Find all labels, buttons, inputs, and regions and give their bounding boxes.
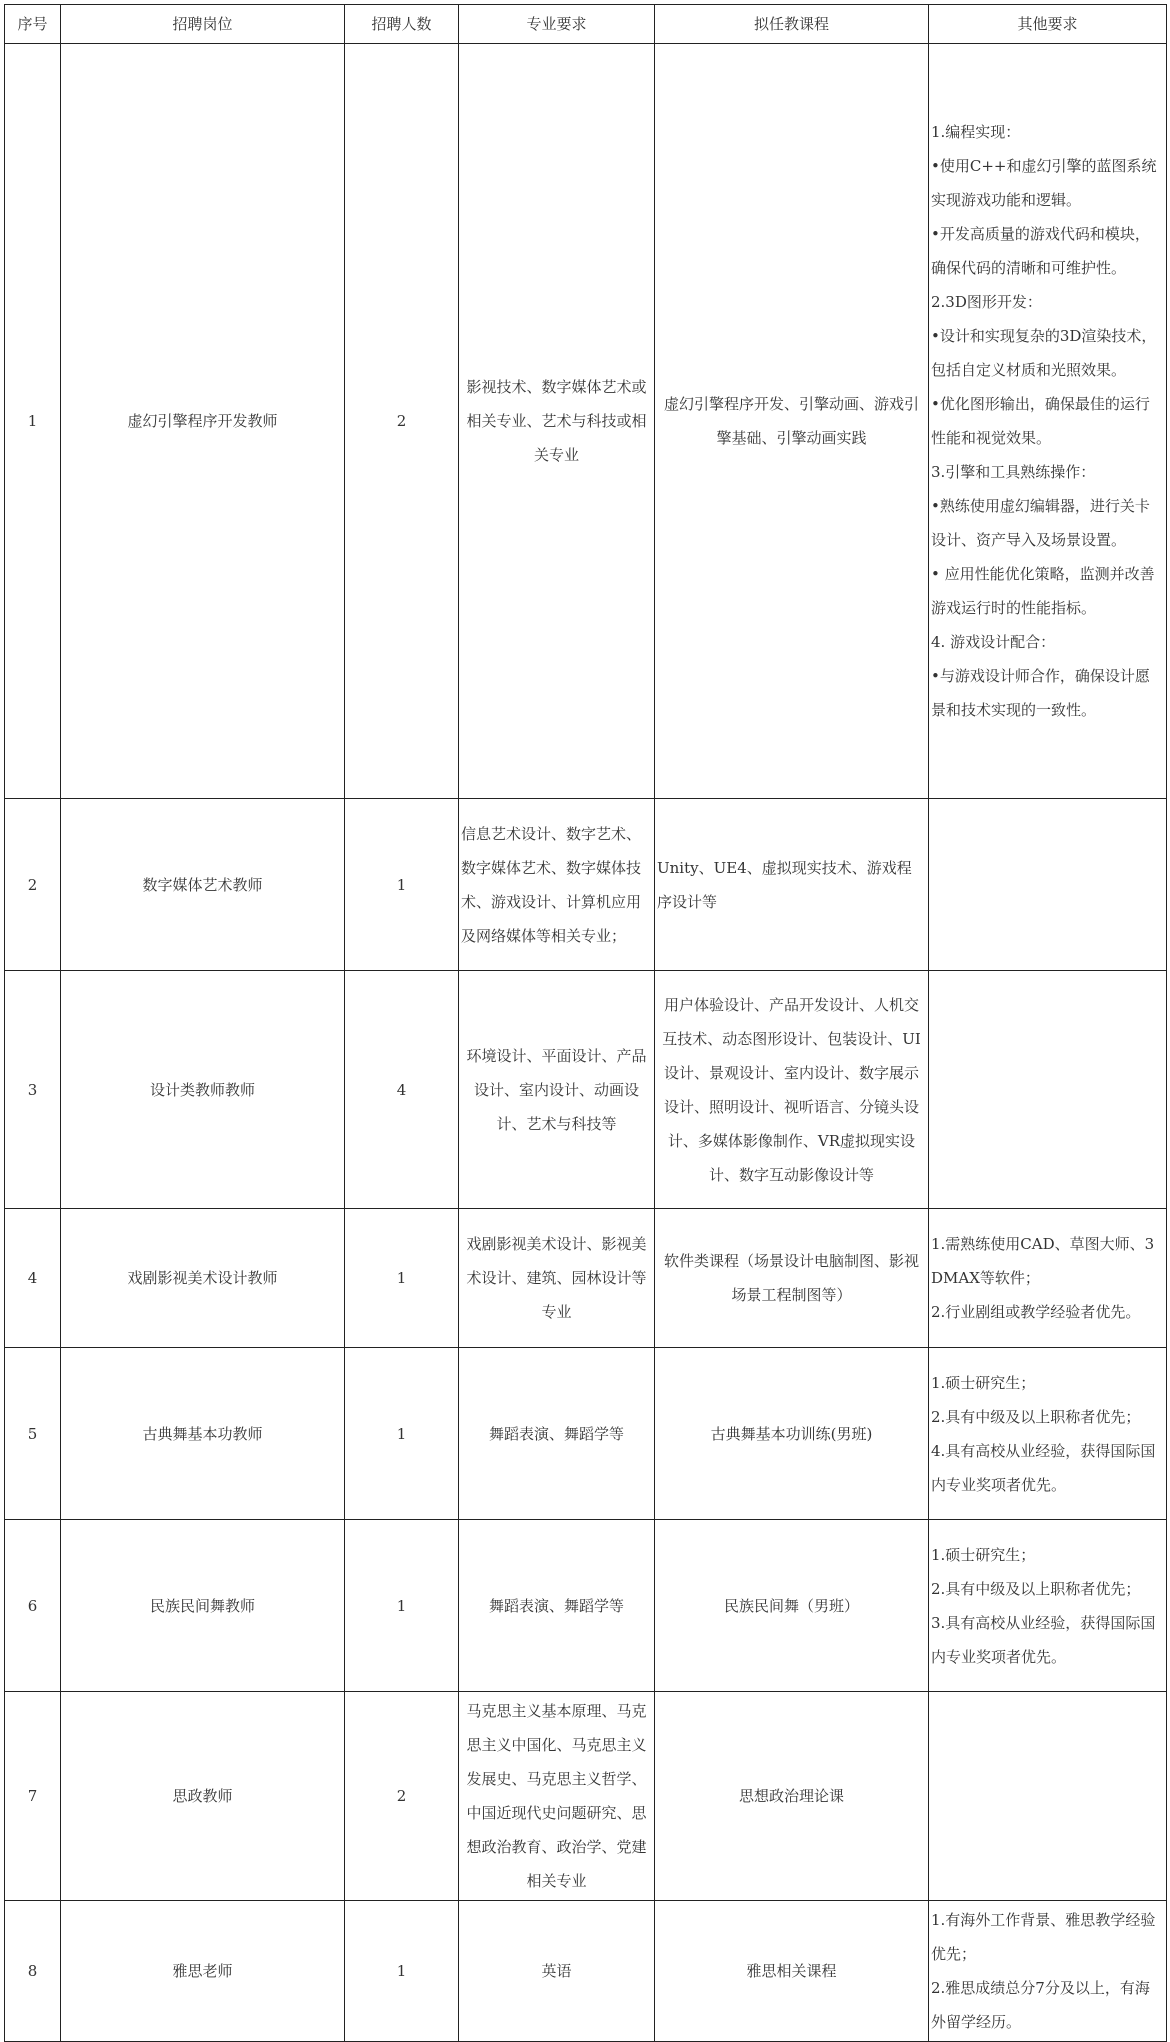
cell-count: 1	[345, 1209, 459, 1348]
cell-major: 舞蹈表演、舞蹈学等	[459, 1520, 655, 1692]
cell-count: 1	[345, 799, 459, 971]
cell-post: 思政教师	[61, 1692, 345, 1901]
header-seq: 序号	[5, 5, 61, 44]
other-line: 3.具有高校从业经验，获得国际国内专业奖项者优先。	[931, 1613, 1156, 1666]
cell-major: 影视技术、数字媒体艺术或相关专业、艺术与科技或相关专业	[459, 44, 655, 799]
cell-count: 1	[345, 1348, 459, 1520]
cell-other	[929, 1692, 1167, 1901]
table-row	[5, 1692, 1167, 1901]
cell-seq: 5	[5, 1348, 61, 1520]
other-line: 1.有海外工作背景、雅思教学经验优先；	[931, 1911, 1156, 1963]
table-row	[5, 971, 1167, 1209]
table-row	[5, 1520, 1167, 1692]
cell-count: 4	[345, 971, 459, 1209]
cell-major: 马克思主义基本原理、马克思主义中国化、马克思主义发展史、马克思主义哲学、中国近现代史问题研究、思想政治教育、政治学、党建相关专业	[459, 1692, 655, 1901]
other-line: 2.具有中级及以上职称者优先；	[931, 1407, 1141, 1426]
other-line: 2.雅思成绩总分7分及以上，有海外留学经历。	[931, 1979, 1150, 2031]
cell-post: 数字媒体艺术教师	[61, 799, 345, 971]
cell-other	[929, 971, 1167, 1209]
cell-course: 思想政治理论课	[655, 1692, 929, 1901]
cell-post: 虚幻引擎程序开发教师	[61, 44, 345, 799]
cell-count: 2	[345, 1692, 459, 1901]
cell-course: 古典舞基本功训练(男班)	[655, 1348, 929, 1520]
header-major: 专业要求	[459, 5, 655, 44]
other-line: 2.行业剧组或教学经验者优先。	[931, 1303, 1141, 1321]
table-row	[5, 799, 1167, 971]
cell-post: 设计类教师教师	[61, 971, 345, 1209]
cell-other	[929, 1209, 1167, 1348]
cell-seq: 1	[5, 44, 61, 799]
cell-course: 雅思相关课程	[655, 1901, 929, 2042]
other-line: 4.具有高校从业经验，获得国际国内专业奖项者优先。	[931, 1441, 1156, 1494]
other-line: 2.3D图形开发：	[931, 293, 1042, 311]
cell-post: 雅思老师	[61, 1901, 345, 2042]
other-line: •设计和实现复杂的3D渲染技术，包括自定义材质和光照效果。	[931, 327, 1157, 379]
cell-post: 古典舞基本功教师	[61, 1348, 345, 1520]
other-line: 1.硕士研究生；	[931, 1373, 1036, 1392]
header-post: 招聘岗位	[61, 5, 345, 44]
cell-seq: 2	[5, 799, 61, 971]
other-line: 3.引擎和工具熟练操作：	[931, 463, 1096, 481]
table-row	[5, 1209, 1167, 1348]
cell-other	[929, 1520, 1167, 1692]
cell-other	[929, 1348, 1167, 1520]
other-line: •优化图形输出，确保最佳的运行性能和视觉效果。	[931, 395, 1150, 447]
other-line: •开发高质量的游戏代码和模块，确保代码的清晰和可维护性。	[931, 225, 1150, 277]
header-other: 其他要求	[929, 5, 1167, 44]
cell-other	[929, 799, 1167, 971]
cell-major: 英语	[459, 1901, 655, 2042]
cell-seq: 8	[5, 1901, 61, 2042]
other-line: 1.需熟练使用CAD、草图大师、3DMAX等软件；	[931, 1235, 1155, 1287]
cell-count: 1	[345, 1520, 459, 1692]
other-line: 4. 游戏设计配合：	[931, 633, 1056, 651]
cell-post: 民族民间舞教师	[61, 1520, 345, 1692]
table-row	[5, 44, 1167, 799]
cell-other	[929, 44, 1167, 799]
header-course: 拟任教课程	[655, 5, 929, 44]
cell-course: 软件类课程（场景设计电脑制图、影视场景工程制图等）	[655, 1209, 929, 1348]
cell-seq: 3	[5, 971, 61, 1209]
cell-major: 舞蹈表演、舞蹈学等	[459, 1348, 655, 1520]
table-row	[5, 1901, 1167, 2042]
cell-count: 2	[345, 44, 459, 799]
cell-seq: 4	[5, 1209, 61, 1348]
table-row	[5, 1348, 1167, 1520]
other-line: •熟练使用虚幻编辑器，进行关卡设计、资产导入及场景设置。	[931, 497, 1150, 549]
cell-count: 1	[345, 1901, 459, 2042]
header-count: 招聘人数	[345, 5, 459, 44]
other-line: 1.编程实现：	[931, 123, 1021, 141]
other-line: •与游戏设计师合作，确保设计愿景和技术实现的一致性。	[931, 667, 1150, 719]
other-line: • 应用性能优化策略，监测并改善游戏运行时的性能指标。	[931, 565, 1155, 617]
cell-post: 戏剧影视美术设计教师	[61, 1209, 345, 1348]
cell-other	[929, 1901, 1167, 2042]
cell-major: 信息艺术设计、数字艺术、数字媒体艺术、数字媒体技术、游戏设计、计算机应用及网络媒体等相关专业；	[459, 799, 655, 971]
cell-course: 用户体验设计、产品开发设计、人机交互技术、动态图形设计、包装设计、UI设计、景观设计、室内设计、数字展示设计、照明设计、视听语言、分镜头设计、多媒体影像制作、VR虚拟现实设计、数字互动影像设计等	[655, 971, 929, 1209]
other-line: 2.具有中级及以上职称者优先；	[931, 1579, 1141, 1598]
other-line: •使用C++和虚幻引擎的蓝图系统实现游戏功能和逻辑。	[931, 157, 1157, 209]
cell-major: 戏剧影视美术设计、影视美术设计、建筑、园林设计等专业	[459, 1209, 655, 1348]
other-line: 1.硕士研究生；	[931, 1545, 1036, 1564]
header-row	[5, 5, 1167, 44]
cell-course: Unity、UE4、虚拟现实技术、游戏程序设计等	[655, 799, 929, 971]
cell-major: 环境设计、平面设计、产品设计、室内设计、动画设计、艺术与科技等	[459, 971, 655, 1209]
recruitment-table	[4, 4, 1167, 2042]
cell-course: 虚幻引擎程序开发、引擎动画、游戏引擎基础、引擎动画实践	[655, 44, 929, 799]
cell-seq: 7	[5, 1692, 61, 1901]
cell-course: 民族民间舞（男班）	[655, 1520, 929, 1692]
cell-seq: 6	[5, 1520, 61, 1692]
